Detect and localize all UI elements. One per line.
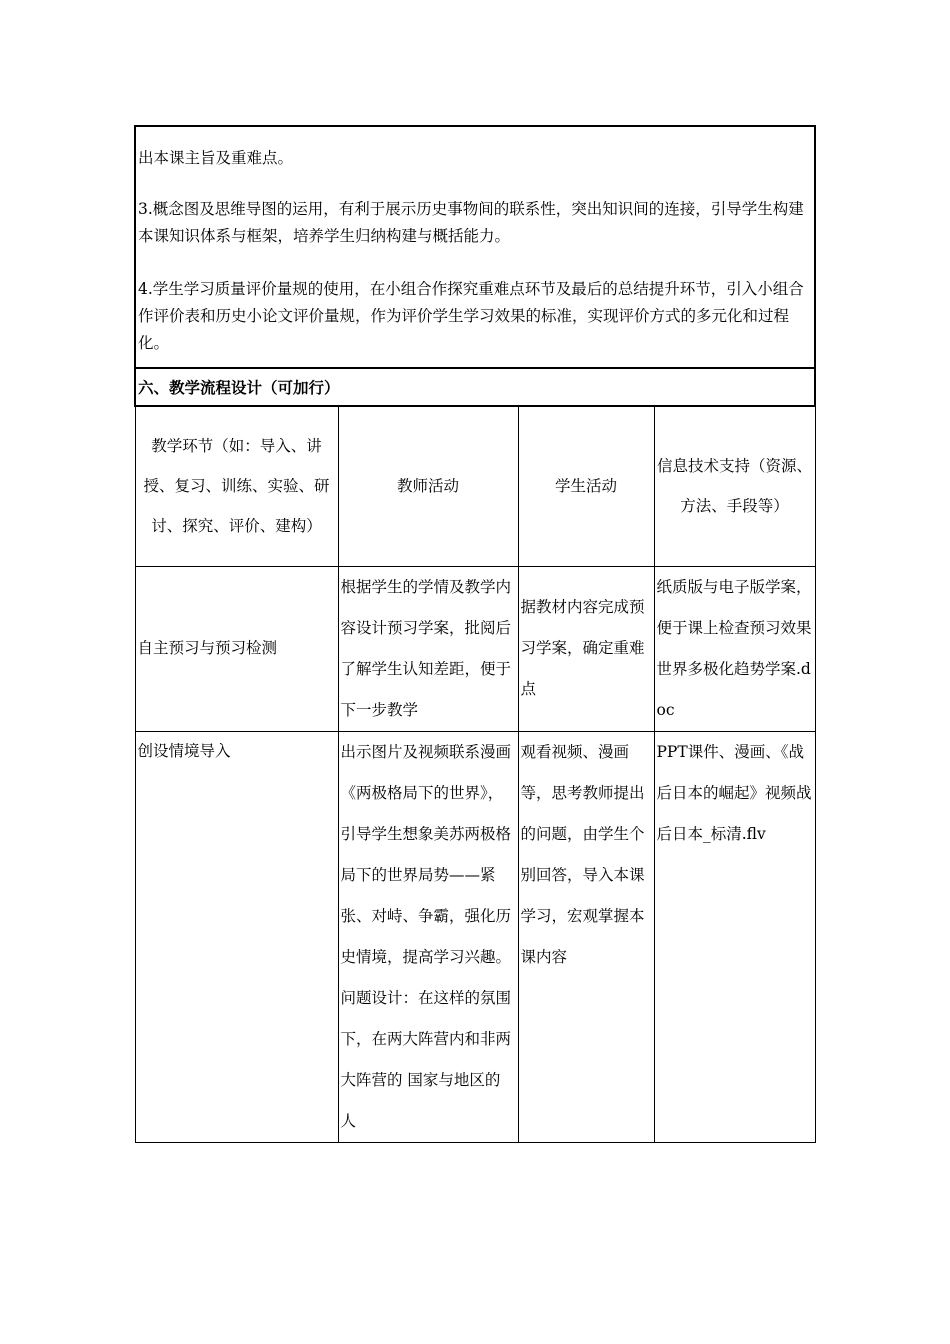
header-student: 学生活动 — [518, 406, 654, 566]
intro-cell — [135, 126, 815, 368]
section-title-row — [135, 368, 815, 406]
row-stage: 自主预习与预习检测 — [135, 566, 338, 731]
row-stage: 创设情境导入 — [135, 731, 338, 1142]
lesson-plan-table — [134, 125, 816, 1143]
header-tech: 信息技术支持（资源、方法、手段等） — [654, 406, 815, 566]
section-title: 六、教学流程设计（可加行） — [135, 368, 815, 406]
row-student: 观看视频、漫画等，思考教师提出的问题，由学生个别回答，导入本课学习，宏观掌握本课内容 — [518, 731, 654, 1142]
header-row — [135, 406, 815, 566]
intro-paragraph-3: 4.学生学习质量评价量规的使用，在小组合作探究重难点环节及最后的总结提升环节，引入小组合作评价表和历史小论文评价量规，作为评价学生学习效果的标准，实现评价方式的多元化和过程化。 — [138, 280, 804, 352]
row-student: 据教材内容完成预习学案，确定重难点 — [518, 566, 654, 731]
row-tech: 纸质版与电子版学案，便于课上检查预习效果世界多极化趋势学案.doc — [654, 566, 815, 731]
row-tech: PPT课件、漫画、《战后日本的崛起》视频战后日本_标清.flv — [654, 731, 815, 1142]
intro-paragraph-2: 3.概念图及思维导图的运用，有利于展示历史事物间的联系性，突出知识间的连接，引导学生构建本课知识体系与框架，培养学生归纳构建与概括能力。 — [138, 200, 804, 245]
header-teacher: 教师活动 — [338, 406, 518, 566]
row-teacher: 出示图片及视频联系漫画《两极格局下的世界》，引导学生想象美苏两极格局下的世界局势——紧张、对峙、争霸，强化历史情境，提高学习兴趣。问题设计：在这样的氛围下，在两大阵营内和非两大阵营的 国家与地区的人 — [338, 731, 518, 1142]
row-teacher: 根据学生的学情及教学内容设计预习学案，批阅后了解学生认知差距，便于下一步教学 — [338, 566, 518, 731]
intro-row — [135, 126, 815, 368]
table-row — [135, 731, 815, 1142]
header-stage: 教学环节（如：导入、讲授、复习、训练、实验、研讨、探究、评价、建构） — [135, 406, 338, 566]
table-row — [135, 566, 815, 731]
intro-paragraph-1: 出本课主旨及重难点。 — [138, 149, 294, 167]
